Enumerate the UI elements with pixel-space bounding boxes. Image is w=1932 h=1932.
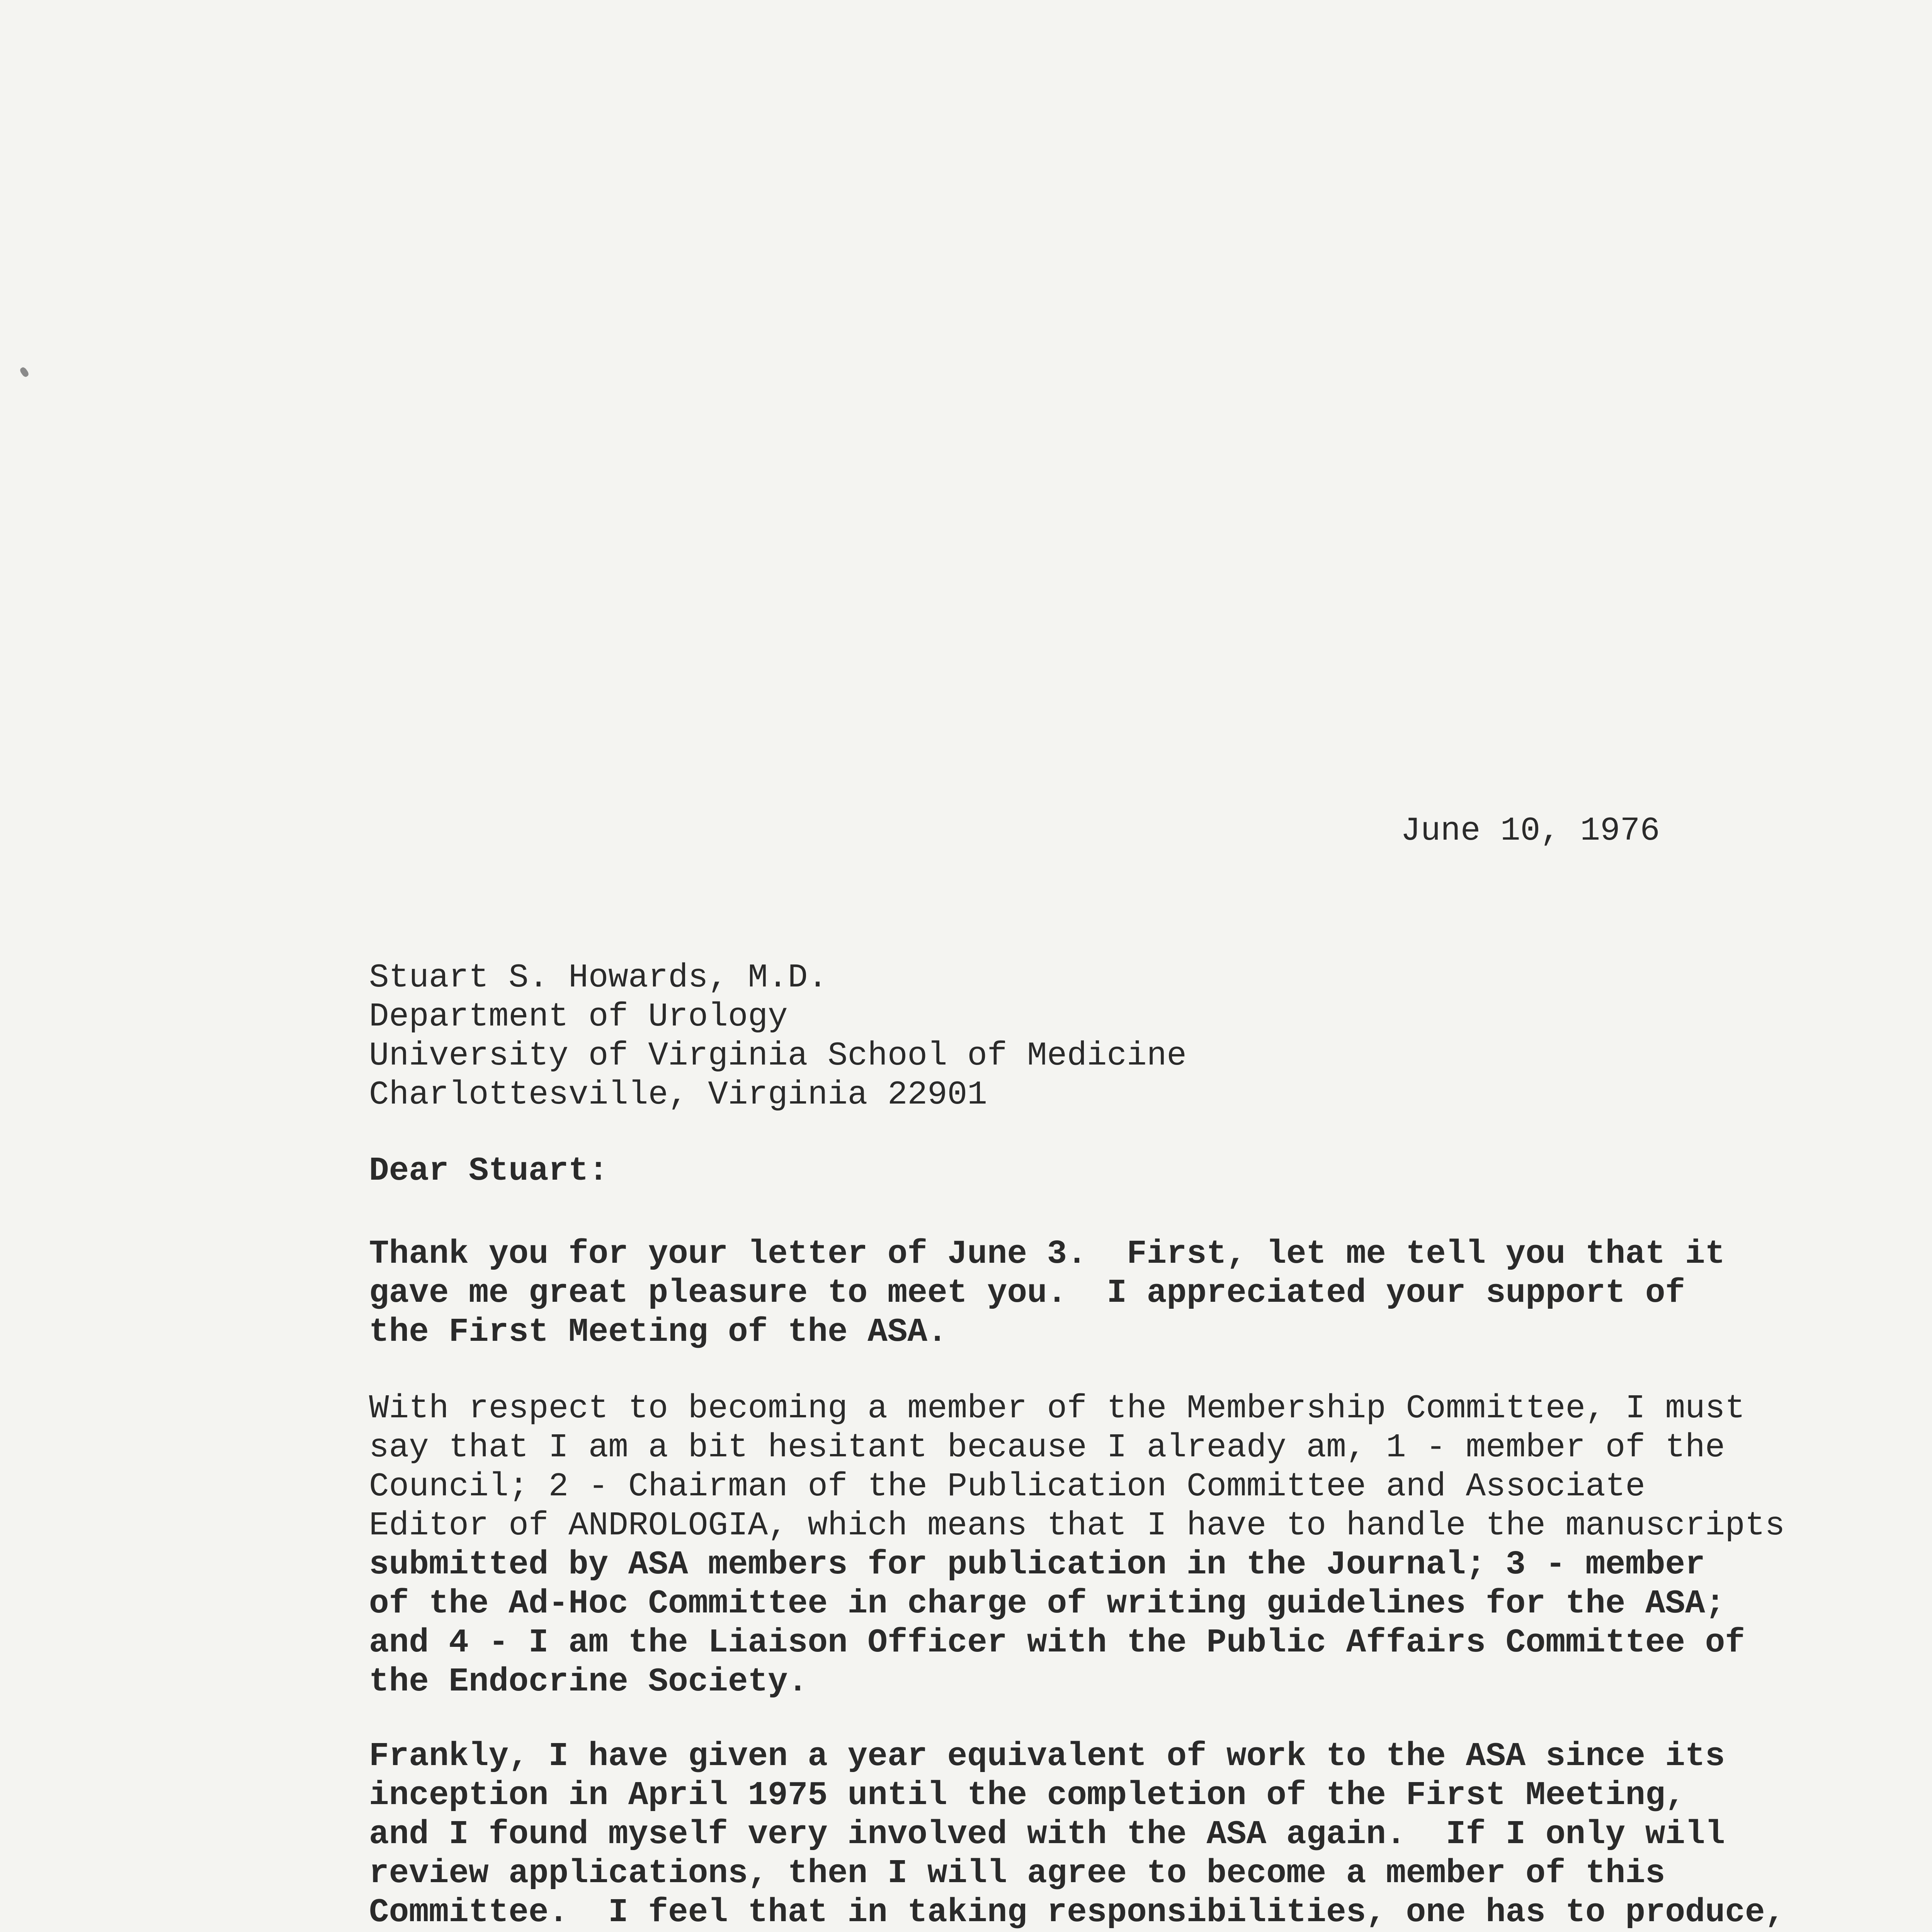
paragraph-line: With respect to becoming a member of the Membership Committee, I must <box>369 1389 1745 1427</box>
paragraph-line: gave me great pleasure to meet you. I appreciated your support of <box>369 1274 1685 1312</box>
recipient-institution: University of Virginia School of Medicine <box>369 1037 1187 1075</box>
paragraph-line: of the Ad-Hoc Committee in charge of writing guidelines for the ASA; <box>369 1585 1725 1622</box>
paragraph-line: Committee. I feel that in taking responsibilities, one has to produce, <box>369 1893 1785 1931</box>
paragraph-line: say that I am a bit hesitant because I already am, 1 - member of the <box>369 1429 1725 1466</box>
salutation: Dear Stuart: <box>369 1152 609 1190</box>
paragraph-line: review applications, then I will agree to become a member of this <box>369 1854 1665 1892</box>
paragraph-line: Editor of ANDROLOGIA, which means that I have to handle the manuscripts <box>369 1507 1785 1544</box>
recipient-department: Department of Urology <box>369 998 788 1036</box>
recipient-name: Stuart S. Howards, M.D. <box>369 959 828 997</box>
letter-date: June 10, 1976 <box>1401 812 1660 850</box>
paragraph-line: Council; 2 - Chairman of the Publication Committee and Associate <box>369 1468 1645 1505</box>
paragraph-line: and I found myself very involved with the ASA again. If I only will <box>369 1815 1725 1853</box>
paragraph-line: inception in April 1975 until the completion of the First Meeting, <box>369 1776 1685 1814</box>
paragraph-line: the Endocrine Society. <box>369 1663 808 1701</box>
paragraph-1 <box>369 1235 1725 1352</box>
recipient-city: Charlottesville, Virginia 22901 <box>369 1076 987 1114</box>
paragraph-line: submitted by ASA members for publication in the Journal; 3 - member <box>369 1546 1705 1583</box>
paragraph-line: the First Meeting of the ASA. <box>369 1313 947 1351</box>
paper-speck <box>19 366 30 378</box>
paragraph-3 <box>369 1737 1785 1932</box>
paragraph-line: Frankly, I have given a year equivalent of work to the ASA since its <box>369 1737 1725 1775</box>
paragraph-line: and 4 - I am the Liaison Officer with the Public Affairs Committee of <box>369 1624 1745 1662</box>
paragraph-2 <box>369 1389 1785 1701</box>
recipient-address <box>369 958 1187 1114</box>
paragraph-line: Thank you for your letter of June 3. First, let me tell you that it <box>369 1235 1725 1273</box>
